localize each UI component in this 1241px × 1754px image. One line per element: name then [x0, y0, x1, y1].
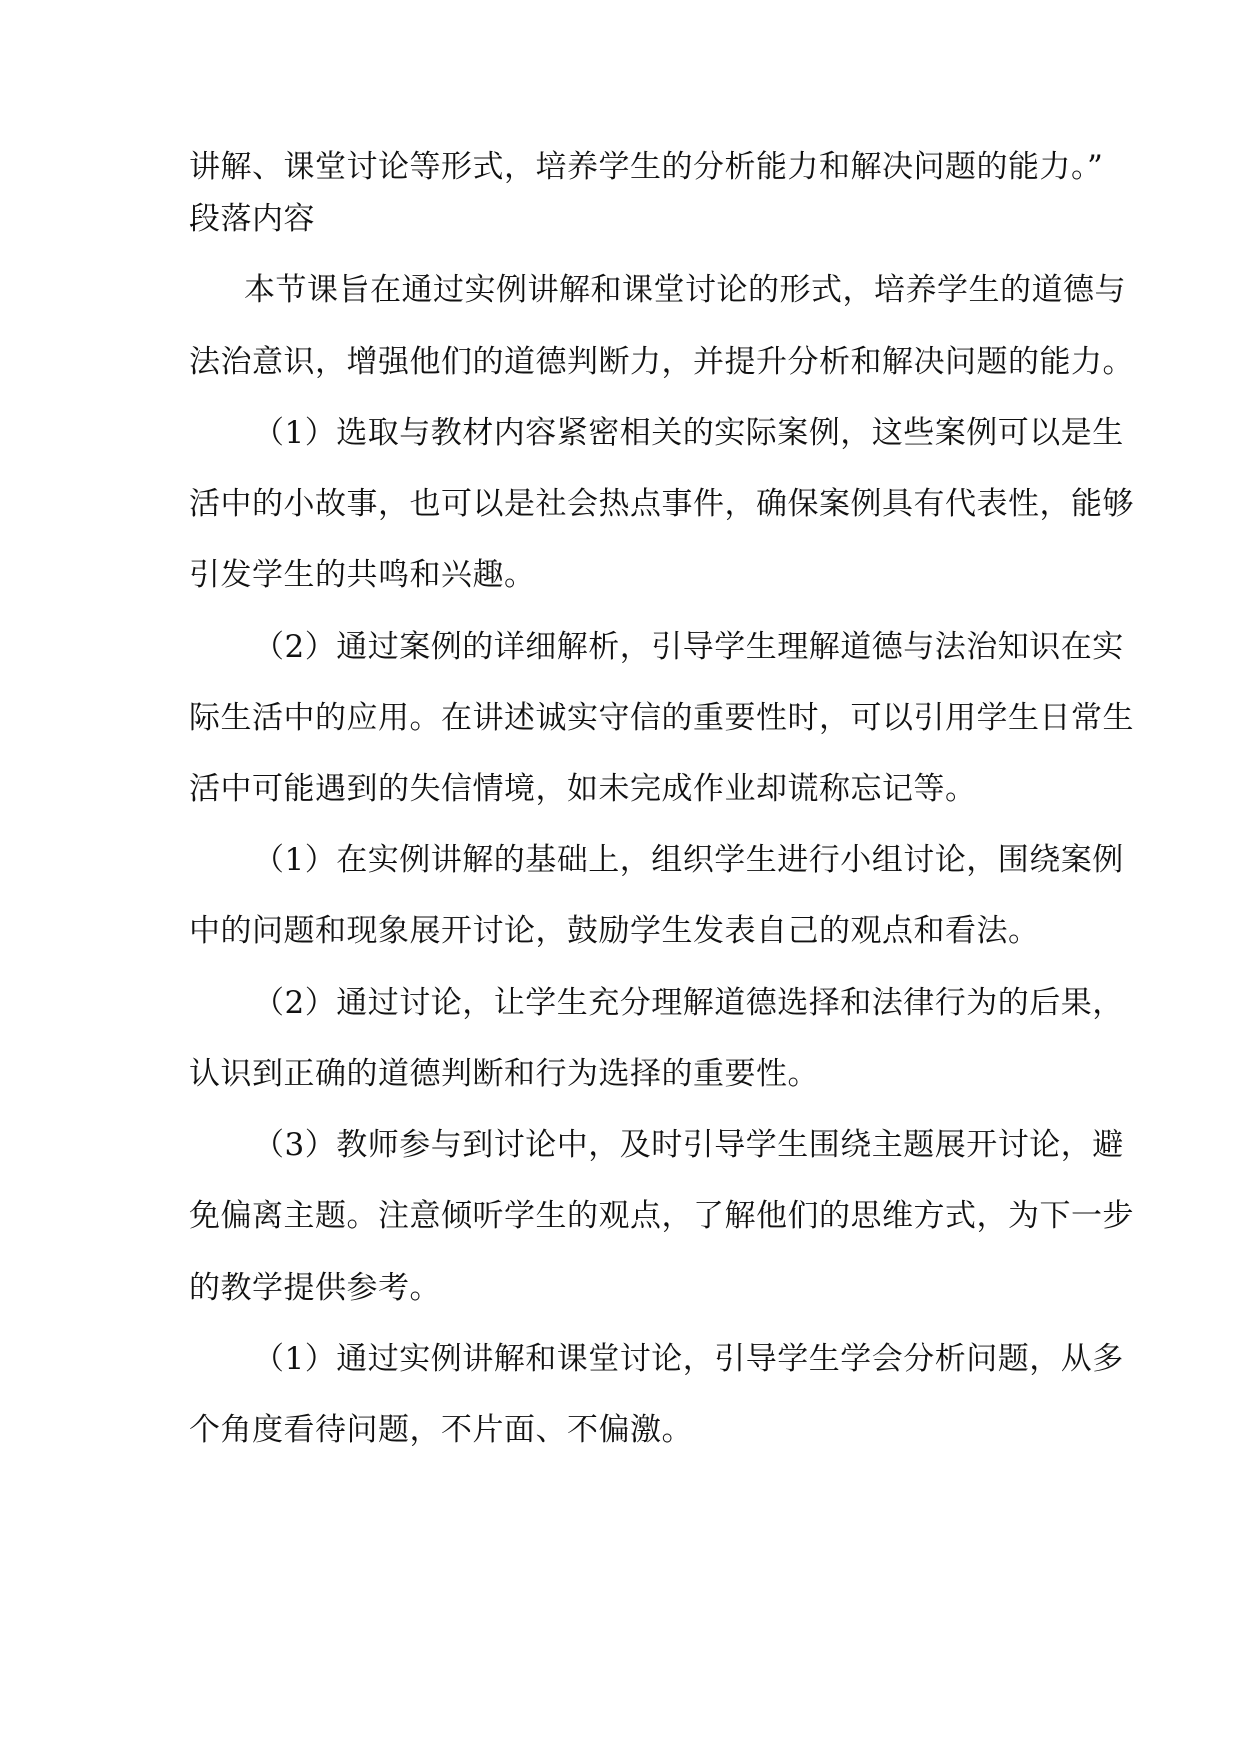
section-heading: 段落内容: [189, 201, 315, 237]
text-line: （1）通过实例讲解和课堂讨论，引导学生学会分析问题，从多: [253, 1341, 1124, 1377]
text-line: 免偏离主题。注意倾听学生的观点，了解他们的思维方式，为下一步: [189, 1198, 1134, 1234]
text-line: （1）在实例讲解的基础上，组织学生进行小组讨论，围绕案例: [253, 842, 1124, 878]
text-line: 活中的小故事，也可以是社会热点事件，确保案例具有代表性，能够: [189, 486, 1134, 522]
text-line: 讲解、课堂讨论等形式，培养学生的分析能力和解决问题的能力。”: [189, 149, 1104, 185]
text-line: 个角度看待问题，不片面、不偏激。: [189, 1412, 693, 1448]
text-line: （2）通过讨论，让学生充分理解道德选择和法律行为的后果，: [253, 985, 1124, 1021]
text-line: 本节课旨在通过实例讲解和课堂讨论的形式，培养学生的道德与: [244, 272, 1126, 308]
text-line: 中的问题和现象展开讨论，鼓励学生发表自己的观点和看法。: [189, 913, 1040, 949]
text-line: 的教学提供参考。: [189, 1270, 441, 1306]
text-line: （3）教师参与到讨论中，及时引导学生围绕主题展开讨论，避: [253, 1127, 1124, 1163]
text-line: （1）选取与教材内容紧密相关的实际案例，这些案例可以是生: [253, 415, 1124, 451]
text-line: 法治意识，增强他们的道德判断力，并提升分析和解决问题的能力。: [189, 344, 1134, 380]
text-line: （2）通过案例的详细解析，引导学生理解道德与法治知识在实: [253, 629, 1124, 665]
text-line: 际生活中的应用。在讲述诚实守信的重要性时，可以引用学生日常生: [189, 700, 1134, 736]
text-line: 活中可能遇到的失信情境，如未完成作业却谎称忘记等。: [189, 771, 977, 807]
text-line: 认识到正确的道德判断和行为选择的重要性。: [189, 1056, 819, 1092]
text-line: 引发学生的共鸣和兴趣。: [189, 557, 536, 593]
